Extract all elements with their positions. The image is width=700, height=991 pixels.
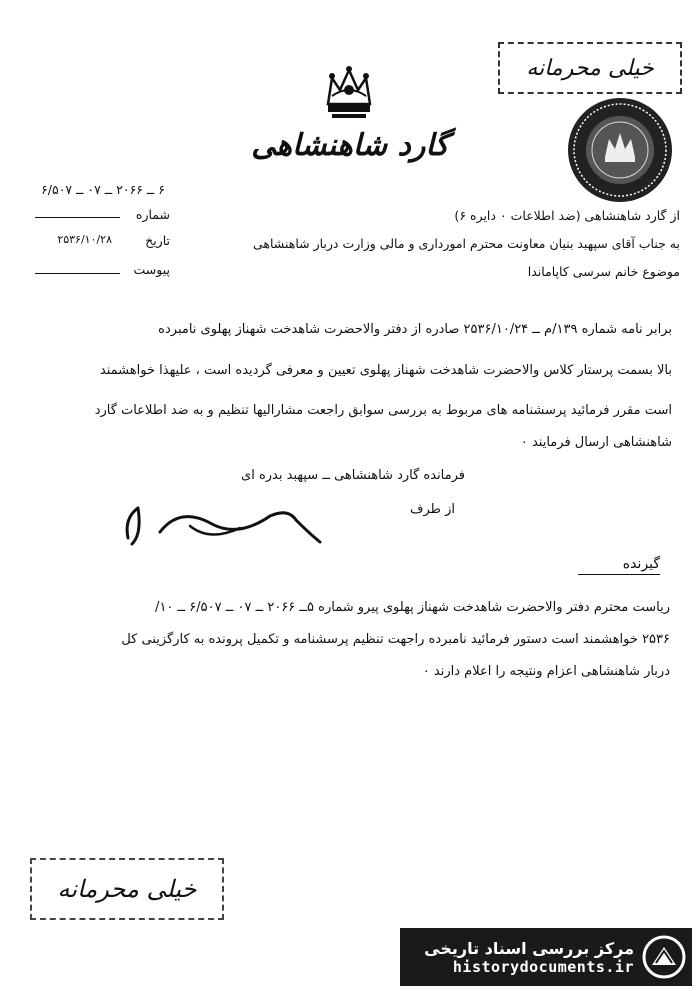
bottom-confidential-stamp: خیلی محرمانه bbox=[30, 858, 224, 920]
from-line: از گارد شاهنشاهی (ضد اطلاعات ۰ دایره ۶) bbox=[454, 208, 680, 223]
attachment-label: پیوست bbox=[133, 262, 170, 277]
archive-watermark bbox=[400, 928, 692, 986]
body-line-2: بالا بسمت پرستار کلاس والاحضرت شاهدخت شهناز پهلوی تعیین و معرفی گردیده است ، علیهذا خواهشمند bbox=[99, 363, 672, 378]
recipient-line-3: دربار شاهنشاهی اعزام ونتیجه را اعلام دارند ۰ bbox=[422, 664, 670, 679]
number-line bbox=[35, 217, 120, 218]
letter-number: ۶ ــ ۲۰۶۶ ــ ۰۷ ــ ۶/۵۰۷ bbox=[41, 182, 165, 197]
book-icon bbox=[642, 935, 686, 979]
round-seal-icon bbox=[565, 95, 675, 205]
number-label: شماره bbox=[135, 207, 170, 222]
recipient-line-2: ۲۵۳۶ خواهشمند است دستور فرمائید نامبرده راجهت تنظیم پرسشنامه و تکمیل پرونده به کارگزینی کل bbox=[121, 632, 670, 647]
crown-emblem-icon bbox=[322, 64, 376, 122]
date-value: ۲۵۳۶/۱۰/۲۸ bbox=[57, 233, 112, 246]
archive-url: historydocuments.ir bbox=[452, 957, 634, 976]
recipient-line-1: ریاست محترم دفتر والاحضرت شاهدخت شهناز پهلوی پیرو شماره ۵ــ ۲۰۶۶ ــ ۰۷ ــ ۶/۵۰۷ ــ ۱۰/ bbox=[155, 600, 670, 615]
to-line: به جناب آقای سپهبد بنیان معاونت محترم امورداری و مالی وزارت دربار شاهنشاهی bbox=[252, 236, 680, 251]
recipient-underline bbox=[578, 574, 660, 575]
body-line-4: شاهنشاهی ارسال فرمایند ۰ bbox=[520, 435, 672, 450]
subject-line: موضوع خانم سرسی کاپاماندا bbox=[527, 264, 680, 279]
attachment-line bbox=[35, 273, 120, 274]
recipient-label: گیرنده bbox=[622, 556, 660, 572]
handwritten-signature bbox=[120, 498, 330, 558]
date-label: تاریخ bbox=[145, 233, 170, 248]
body-line-3: است مقرر فرمائید پرسشنامه های مربوط به بررسی سوابق راجعت مشارالیها تنظیم و به ضد اطلاعات گارد bbox=[94, 403, 672, 418]
on-behalf-label: از طرف bbox=[409, 502, 455, 517]
archive-name: مرکز بررسی اسناد تاریخی bbox=[424, 938, 634, 958]
letterhead-title: گارد شاهنشاهی bbox=[251, 128, 449, 163]
top-confidential-stamp: خیلی محرمانه bbox=[498, 42, 682, 94]
body-line-1: برابر نامه شماره ۱۳۹/م ــ ۲۵۳۶/۱۰/۲۴ صادره از دفتر والاحضرت شاهدخت شهناز پهلوی نامبرده bbox=[158, 322, 672, 337]
signatory-title: فرمانده گارد شاهنشاهی ــ سپهبد بدره ای bbox=[241, 468, 465, 483]
